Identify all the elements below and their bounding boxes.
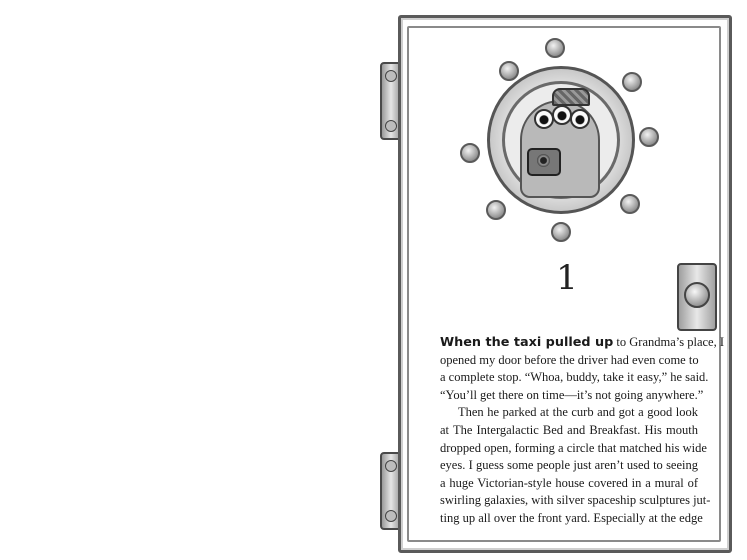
rivet-icon <box>499 61 519 81</box>
text-line: eyes. I guess some people just aren’t used to seeing <box>440 458 698 473</box>
doorbell-button-icon <box>684 282 710 308</box>
rivet-icon <box>551 222 571 242</box>
alien-eye-icon <box>534 109 554 129</box>
chapter-lead-in: When the taxi pulled up <box>440 335 614 350</box>
chapter-body-text <box>440 334 725 528</box>
text-line: opened my door before the driver had even come to <box>440 352 699 367</box>
rivet-icon <box>622 72 642 92</box>
text-line: a complete stop. “Whoa, buddy, take it easy,” he said. <box>440 370 709 385</box>
rivet-icon <box>486 200 506 220</box>
rivet-icon <box>639 127 659 147</box>
text-line <box>440 334 725 352</box>
text-line: ting up all over the front yard. Especially at the edge <box>440 510 703 525</box>
text-line: at The Intergalactic Bed and Breakfast. His mouth <box>440 422 698 437</box>
text-line: a huge Victorian-style house covered in a mural of <box>440 475 698 490</box>
text-line: “You’ll get there on time—it’s not going anywhere.” <box>440 387 704 402</box>
chapter-number: 1 <box>556 258 578 298</box>
rivet-icon <box>545 38 565 58</box>
text-line: swirling galaxies, with silver spaceship sculptures jut- <box>440 493 711 508</box>
rivet-icon <box>460 143 480 163</box>
alien-eye-icon <box>570 109 590 129</box>
camera-icon <box>527 148 561 176</box>
text-line-part: to Grandma’s place, I <box>613 335 725 349</box>
alien-hat-icon <box>552 88 590 106</box>
text-line: dropped open, forming a circle that matched his wide <box>440 440 707 455</box>
text-line: Then he parked at the curb and got a good look <box>458 405 698 420</box>
rivet-icon <box>620 194 640 214</box>
alien-eye-icon <box>552 105 572 125</box>
